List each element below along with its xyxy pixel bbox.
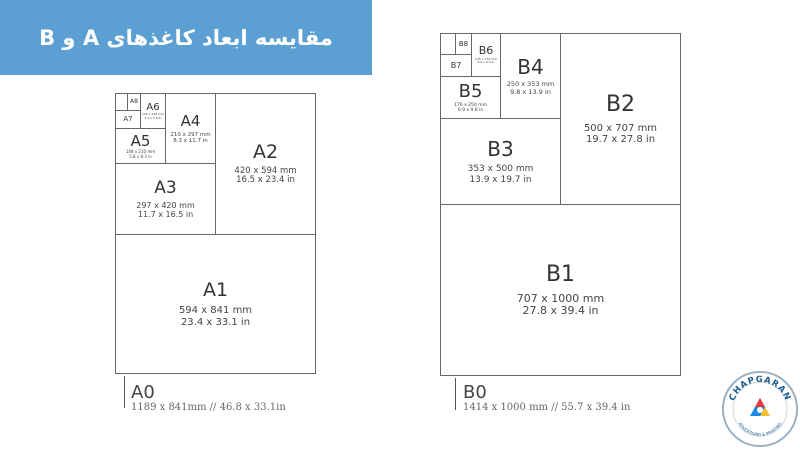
a4-label: A4 xyxy=(180,111,201,130)
a5-mm: 148 x 210 mm xyxy=(125,149,156,155)
b3-label: B3 xyxy=(487,137,514,162)
a4-cell xyxy=(165,93,216,164)
a3-label: A3 xyxy=(154,178,177,199)
chapgaran-logo xyxy=(721,370,799,448)
b1-in: 27.8 x 39.4 in xyxy=(522,304,599,318)
a5-cell xyxy=(115,128,166,164)
b2-in: 19.7 x 27.8 in xyxy=(585,134,656,146)
b6-in: 4.9 x 6.9 in xyxy=(477,60,495,65)
a2-in: 16.5 x 23.4 in xyxy=(236,175,295,186)
a6-mm: 105 x 148 mm xyxy=(142,112,164,117)
b1-label: B1 xyxy=(545,262,576,288)
a0-label: A0 xyxy=(131,382,155,403)
a1-mm: 594 x 841 mm xyxy=(178,305,253,317)
b8-cell xyxy=(455,33,472,55)
b6-label: B6 xyxy=(478,44,494,58)
b6-mm: 125 x 176 mm xyxy=(475,56,497,61)
a2-label: A2 xyxy=(252,140,279,163)
a6-in: 4.1 x 5.8 in xyxy=(144,115,162,120)
b4-label: B4 xyxy=(517,55,544,80)
a1-cell xyxy=(115,234,316,374)
b0-tick xyxy=(455,378,456,410)
b7-cell xyxy=(440,54,472,77)
b4-cell xyxy=(500,33,561,119)
a2-cell xyxy=(215,93,316,235)
a3-cell xyxy=(115,163,216,235)
a0-dims: 1189 x 841mm // 46.8 x 33.1in xyxy=(131,402,286,413)
b5-label: B5 xyxy=(458,80,483,102)
b6-cell xyxy=(471,33,501,77)
svg-text:CHAPGARAN: CHAPGARAN xyxy=(727,374,793,403)
a1-in: 23.4 x 33.1 in xyxy=(180,316,251,328)
a7-label: A7 xyxy=(123,115,133,124)
b3-cell xyxy=(440,118,561,205)
a4-in: 8.3 x 11.7 in xyxy=(173,138,208,145)
b1-mm: 707 x 1000 mm xyxy=(516,291,605,305)
a8-cell xyxy=(127,93,141,111)
b5-cell xyxy=(440,76,501,119)
b2-mm: 500 x 707 mm xyxy=(583,122,658,134)
a5-label: A5 xyxy=(130,131,151,150)
a5-in: 5.8 x 8.3 in xyxy=(129,153,152,159)
b2-label: B2 xyxy=(605,92,636,118)
b8-label: B8 xyxy=(458,39,469,48)
b9-cell xyxy=(440,33,456,55)
b4-mm: 250 x 353 mm xyxy=(506,80,555,89)
b5-in: 6.9 x 9.8 in xyxy=(457,107,484,113)
a1-label: A1 xyxy=(202,278,229,301)
a0-tick xyxy=(124,376,125,408)
b3-in: 13.9 x 19.7 in xyxy=(469,174,532,185)
b0-dims: 1414 x 1000 mm // 55.7 x 39.4 in xyxy=(463,402,631,413)
a7-cell xyxy=(115,110,141,129)
title-banner xyxy=(0,0,372,75)
b4-in: 9.8 x 13.9 in xyxy=(510,87,551,96)
svg-text:ADVERTISING & PRINTING: ADVERTISING & PRINTING xyxy=(737,421,783,438)
a2-mm: 420 x 594 mm xyxy=(234,165,297,176)
b3-mm: 353 x 500 mm xyxy=(467,164,534,175)
a6-cell xyxy=(140,93,166,129)
a3-mm: 297 x 420 mm xyxy=(136,200,195,210)
b2-cell xyxy=(560,33,681,205)
b5-mm: 176 x 250 mm xyxy=(454,102,487,108)
a4-mm: 210 x 297 mm xyxy=(170,131,211,138)
a9-cell xyxy=(115,93,128,111)
b7-label: B7 xyxy=(450,60,462,70)
a3-in: 11.7 x 16.5 in xyxy=(137,209,194,219)
a8-label: A8 xyxy=(130,97,138,105)
b1-cell xyxy=(440,204,681,376)
b0-label: B0 xyxy=(463,382,487,403)
a6-label: A6 xyxy=(146,101,160,113)
page-title: مقایسه ابعاد کاغذهای A و B xyxy=(39,25,333,50)
